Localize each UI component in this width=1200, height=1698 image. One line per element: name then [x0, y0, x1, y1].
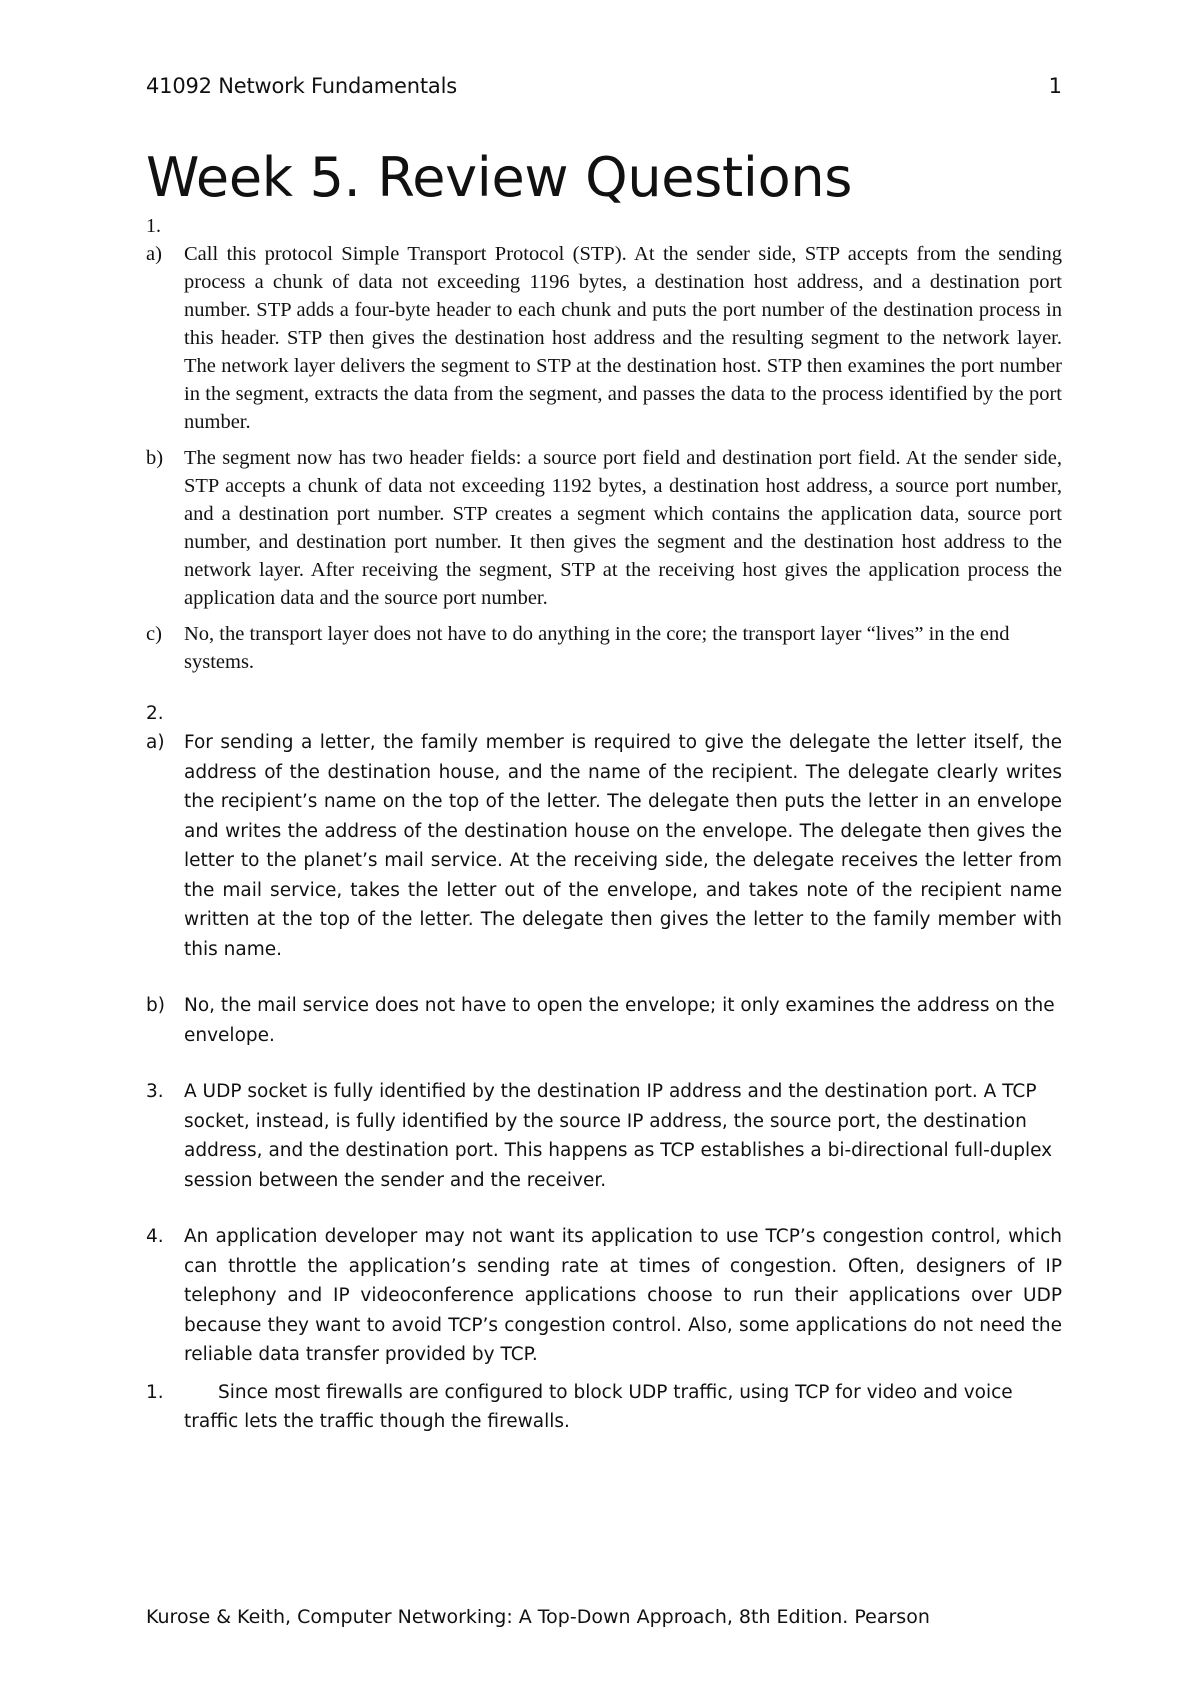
question-4-point-1-text: Since most firewalls are configured to block UDP traffic, using TCP for video and voice traffic lets the traffic though the firewalls.: [184, 1381, 1013, 1432]
question-2a-label: a): [146, 732, 165, 753]
question-1b-text: The segment now has two header fields: a source port field and destination port field. At the sender side, STP accepts a chunk of data not exceeding 1192 bytes, a destination host address, a source port number, and a destination port number. STP creates a segment which contains the application data, source port number, and destination port number. It then gives the segment and the destination host address to the network layer. After receiving the segment, STP at the receiving host gives the application process the application data and the source port number.: [184, 447, 1062, 609]
header-page-number: 1: [1048, 74, 1062, 98]
question-2a: [146, 728, 1062, 964]
page-title: Week 5. Review Questions: [146, 146, 853, 209]
question-3: [146, 1077, 1062, 1195]
question-1a: [146, 240, 1062, 436]
header-course-title: 41092 Network Fundamentals: [146, 74, 457, 98]
question-2b: [146, 991, 1062, 1050]
question-4: [146, 1222, 1062, 1370]
question-1a-label: a): [146, 243, 162, 265]
question-2-number: 2.: [146, 703, 164, 724]
question-1-number: 1.: [146, 215, 161, 237]
question-2a-text: For sending a letter, the family member is required to give the delegate the letter itself, the address of the destination house, and the name of the recipient. The delegate clearly writes the recipient’s name on the top of the letter. The delegate then puts the letter in an envelope and writes the address of the destination house on the envelope. The delegate then gives the letter to the planet’s mail service. At the receiving side, the delegate receives the letter from the mail service, takes the letter out of the envelope, and takes note of the recipient name written at the top of the letter. The delegate then gives the letter to the family member with this name.: [184, 732, 1062, 960]
question-2b-text: No, the mail service does not have to open the envelope; it only examines the address on the envelope.: [184, 995, 1055, 1046]
question-1c: [146, 620, 1062, 676]
question-4-text: An application developer may not want its application to use TCP’s congestion control, which can throttle the application’s sending rate at times of congestion. Often, designers of IP telephony and IP videoconference applications choose to run their applications over UDP because they want to avoid TCP’s congestion control. Also, some applications do not need the reliable data transfer provided by TCP.: [184, 1226, 1062, 1365]
footer-citation: Kurose & Keith, Computer Networking: A Top-Down Approach, 8th Edition. Pearson: [146, 1606, 930, 1628]
question-1b-label: b): [146, 447, 164, 469]
question-4-point-1-label: 1.: [146, 1381, 164, 1403]
question-4-label: 4.: [146, 1226, 164, 1247]
question-4-point-1: [146, 1378, 1062, 1437]
question-3-text: A UDP socket is fully identified by the destination IP address and the destination port. A TCP socket, instead, is fully identified by the source IP address, the source port, the destination address, and the destination port. This happens as TCP establishes a bi-directional full-duplex session between the sender and the receiver.: [184, 1081, 1053, 1191]
document-body: [146, 212, 1062, 1437]
question-1b: [146, 444, 1062, 612]
question-3-label: 3.: [146, 1081, 164, 1102]
question-2b-label: b): [146, 995, 165, 1016]
question-1c-label: c): [146, 623, 162, 645]
question-1a-text: Call this protocol Simple Transport Protocol (STP). At the sender side, STP accepts from the sending process a chunk of data not exceeding 1196 bytes, a destination host address, and a destination port number. STP adds a four-byte header to each chunk and puts the port number of the destination process in this header. STP then gives the destination host address and the resulting segment to the network layer. The network layer delivers the segment to STP at the destination host. STP then examines the port number in the segment, extracts the data from the segment, and passes the data to the process identified by the port number.: [184, 243, 1062, 433]
question-1c-text: No, the transport layer does not have to do anything in the core; the transport layer “lives” in the end systems.: [184, 623, 1010, 673]
